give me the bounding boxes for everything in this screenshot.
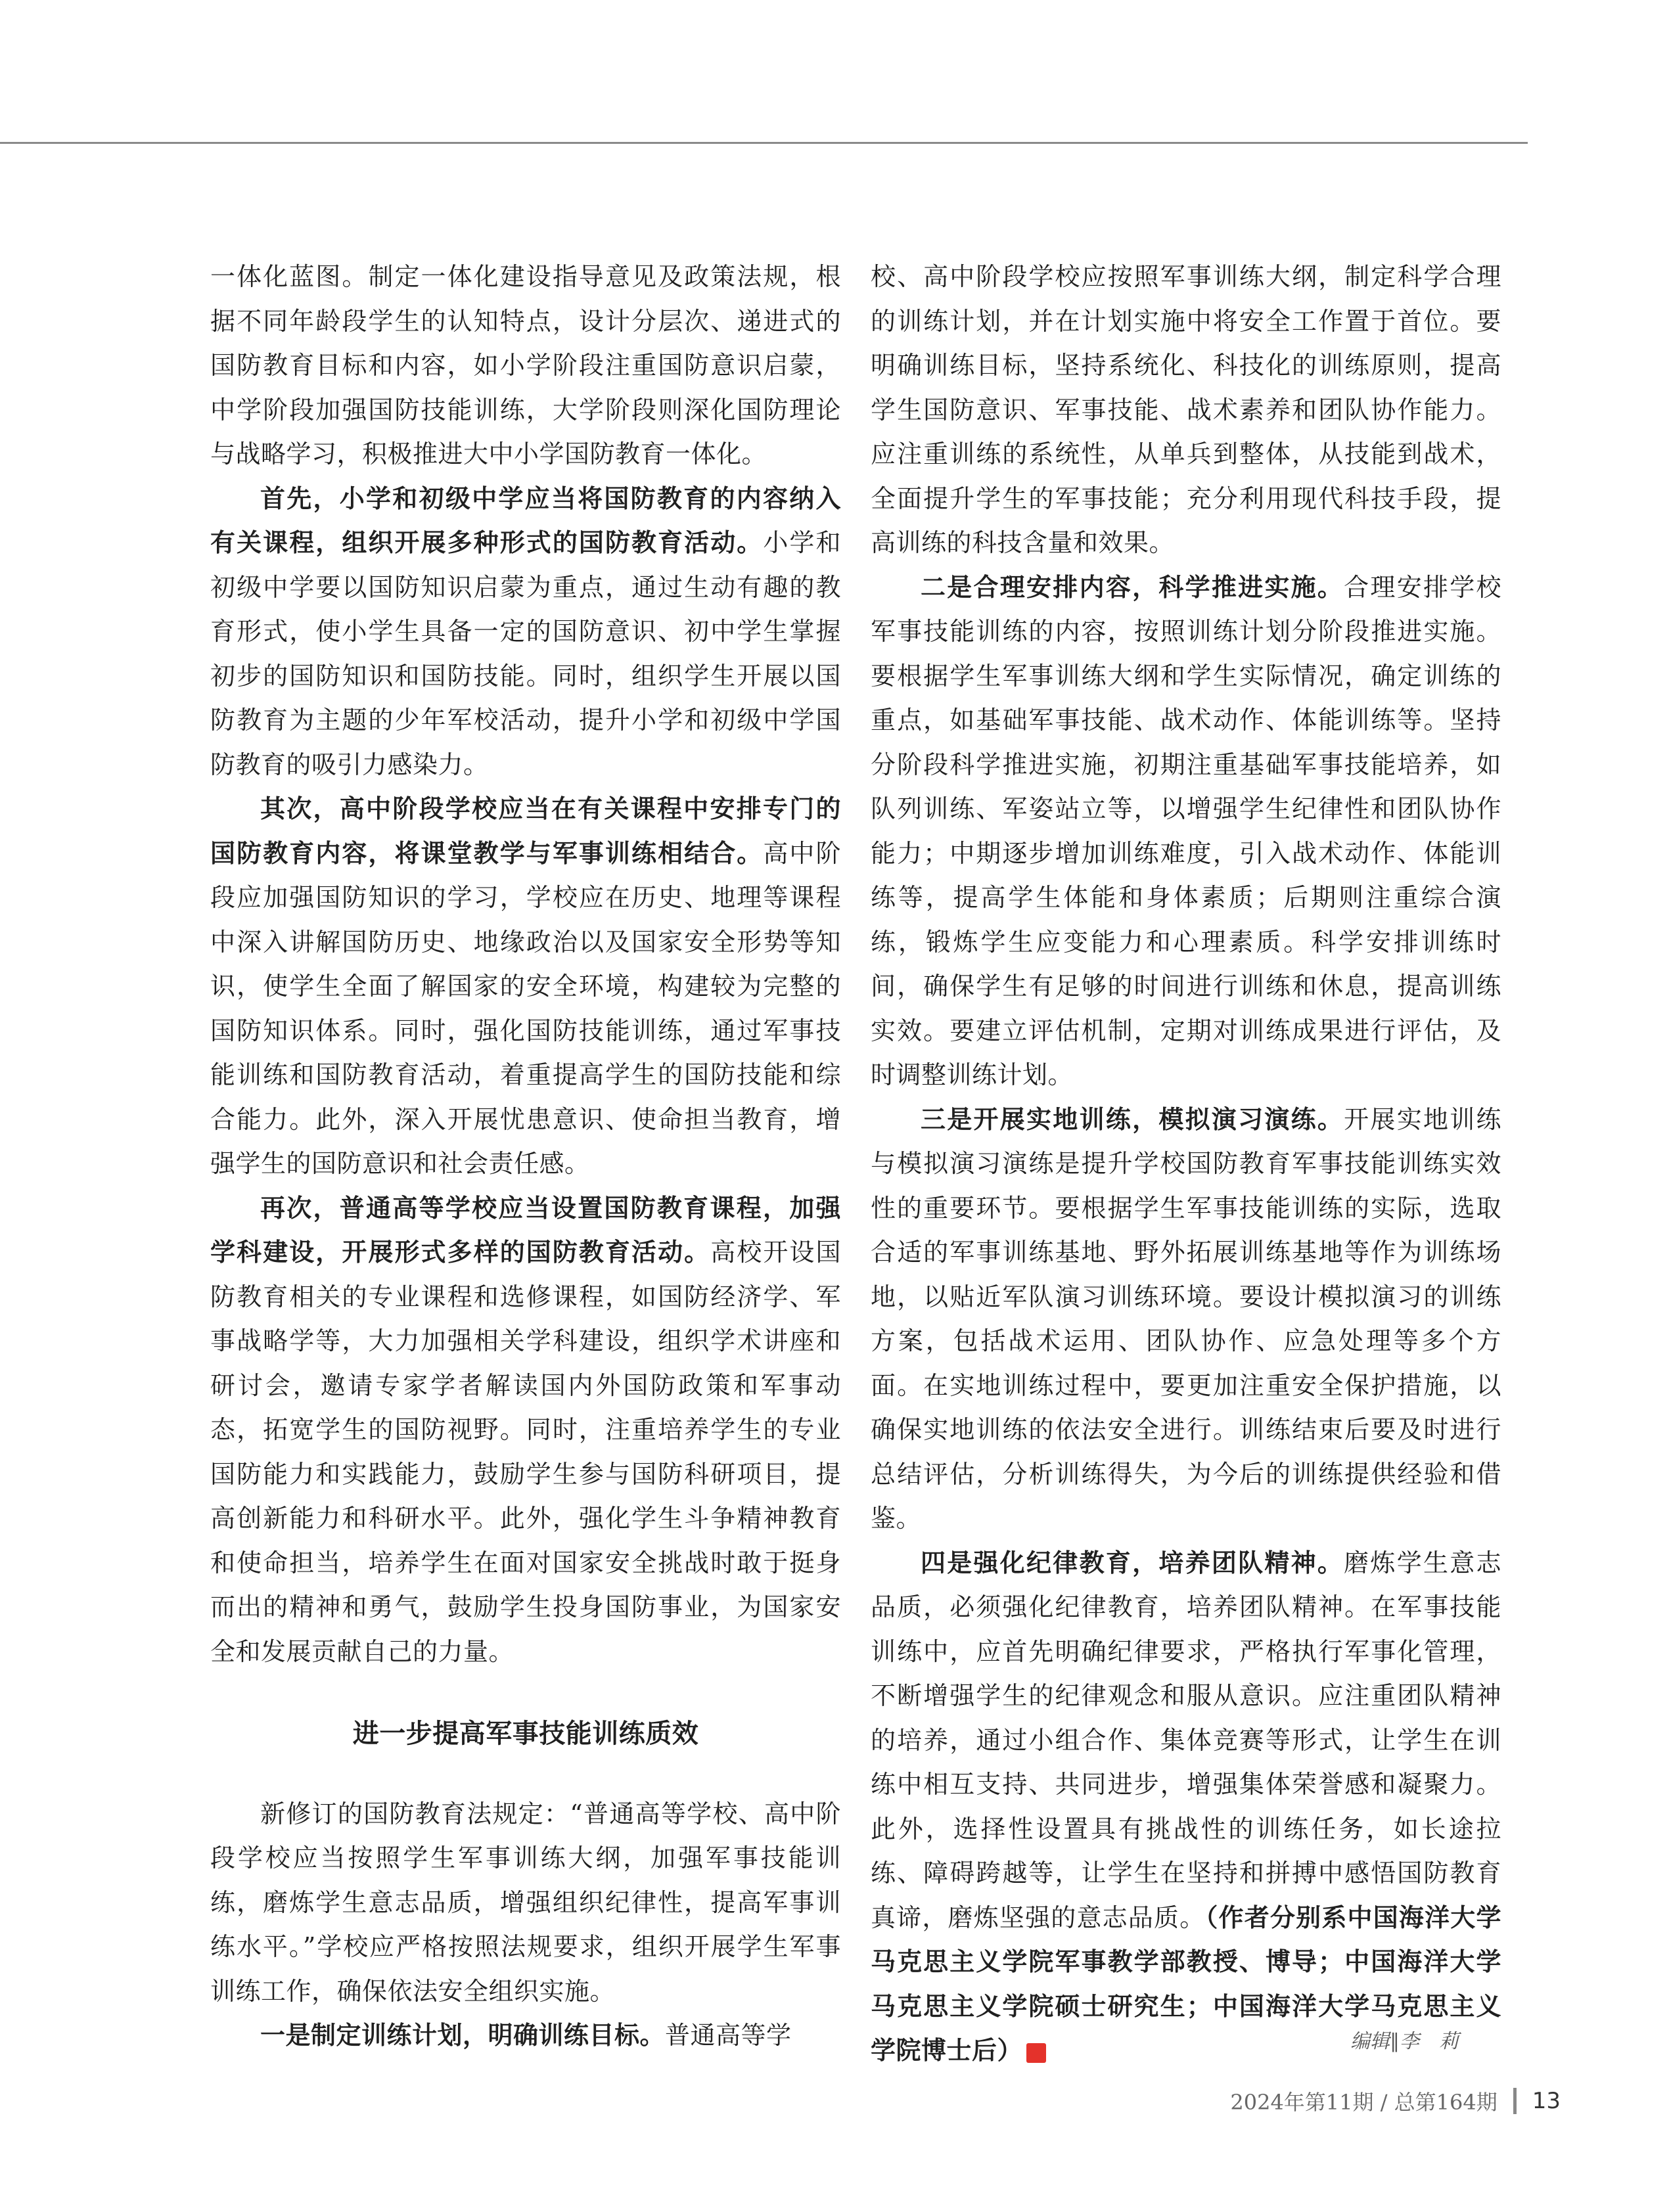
header-rule	[0, 142, 1528, 144]
footer-divider	[1513, 2088, 1517, 2114]
issue-info: 2024年第11期 / 总第164期	[1230, 2090, 1498, 2115]
paragraph-body: 开展实地训练与模拟演习演练是提升学校国防教育军事技能训练实效性的重要环节。要根据学生军事技能训练的实际，选取合适的军事训练基地、野外拓展训练基地等作为训练场地，以贴近军队演习训练环境。要设计模拟演习的训练方案，包括战术运用、团队协作、应急处理等多个方面。在实地训练过程中，要更加注重安全保护措施，以确保实地训练的依法安全进行。训练结束后要及时进行总结评估，分析训练得失，为今后的训练提供经验和借鉴。	[871, 1104, 1501, 1533]
page-footer	[1230, 2086, 1561, 2116]
paragraph	[871, 1098, 1501, 1541]
paragraph-body: 合理安排学校军事技能训练的内容，按照训练计划分阶段推进实施。要根据学生军事训练大纲和学生实际情况，确定训练的重点，如基础军事技能、战术动作、体能训练等。坚持分阶段科学推进实施，初期注重基础军事技能培养，如队列训练、军姿站立等，以增强学生纪律性和团队协作能力；中期逐步增加训练难度，引入战术动作、体能训练等，提高学生体能和身体素质；后期则注重综合演练，锻炼学生应变能力和心理素质。科学安排训练时间，确保学生有足够的时间进行训练和休息，提高训练实效。要建立评估机制，定期对训练成果进行评估，及时调整训练计划。	[871, 572, 1501, 1089]
paragraph-lead: 首先，小学和初级中学应当将国防教育的内容纳入有关课程，组织开展多种形式的国防教育活动。	[210, 484, 841, 557]
paragraph-body: 普通高等学	[665, 2021, 792, 2050]
paragraph-lead: 二是合理安排内容，科学推进实施。	[921, 572, 1344, 602]
paragraph: 校、高中阶段学校应按照军事训练大纲，制定科学合理的训练计划，并在计划实施中将安全工作置于首位。要明确训练目标，坚持系统化、科技化的训练原则，提高学生国防意识、军事技能、战术素养和团队协作能力。应注重训练的系统性，从单兵到整体，从技能到战术，全面提升学生的军事技能；充分利用现代科技手段，提高训练的科技含量和效果。	[871, 262, 1501, 557]
paragraph-body: 高中阶段应加强国防知识的学习，学校应在历史、地理等课程中深入讲解国防历史、地缘政治以及国家安全形势等知识，使学生全面了解国家的安全环境，构建较为完整的国防知识体系。同时，强化国防技能训练，通过军事技能训练和国防教育活动，着重提高学生的国防技能和综合能力。此外，深入开展忧患意识、使命担当教育，增强学生的国防意识和社会责任感。	[210, 838, 841, 1178]
paragraph-body: 高校开设国防教育相关的专业课程和选修课程，如国防经济学、军事战略学等，大力加强相关学科建设，组织学术讲座和研讨会，邀请专家学者解读国内外国防政策和军事动态，拓宽学生的国防视野。同时，注重培养学生的专业国防能力和实践能力，鼓励学生参与国防科研项目，提高创新能力和科研水平。此外，强化学生斗争精神教育和使命担当，培养学生在面对国家安全挑战时敢于挺身而出的精神和勇气，鼓励学生投身国防事业，为国家安全和发展贡献自己的力量。	[210, 1238, 841, 1666]
paragraph-lead: 再次，普通高等学校应当设置国防教育课程，加强学科建设，开展形式多样的国防教育活动。	[210, 1193, 841, 1267]
paragraph-body: 磨炼学生意志品质，必须强化纪律教育，培养团队精神。在军事技能训练中，应首先明确纪律要求，严格执行军事化管理，不断增强学生的纪律观念和服从意识。应注重团队精神的培养，通过小组合作、集体竞赛等形式，让学生在训练中相互支持、共同进步，增强集体荣誉感和凝聚力。此外，选择性设置具有挑战性的训练任务，如长途拉练、障碍跨越等，让学生在坚持和拼搏中感悟国防教育真谛，磨炼坚强的意志品质。	[871, 1548, 1501, 1932]
author-note: （作者分别系中国海洋大学马克思主义学院军事教学部教授、博导；中国海洋大学马克思主义学院硕士研究生；中国海洋大学马克思主义学院博士后）	[871, 1903, 1501, 2065]
paragraph-body: 小学和初级中学要以国防知识启蒙为重点，通过生动有趣的教育形式，使小学生具备一定的国防意识、初中学生掌握初步的国防知识和国防技能。同时，组织学生开展以国防教育为主题的少年军校活动，提升小学和初级中学国防教育的吸引力感染力。	[210, 528, 841, 779]
left-column	[210, 255, 841, 2058]
paragraph: 新修订的国防教育法规定：“普通高等学校、高中阶段学校应当按照学生军事训练大纲，加强军事技能训练，磨炼学生意志品质，增强组织纪律性，提高军事训练水平。”学校应严格按照法规要求，组织开展学生军事训练工作，确保依法安全组织实施。	[210, 1799, 841, 2006]
paragraph	[871, 1541, 1501, 2073]
paragraph-lead: 三是开展实地训练，模拟演习演练。	[921, 1104, 1344, 1134]
paragraph-lead: 四是强化纪律教育，培养团队精神。	[921, 1548, 1344, 1577]
paragraph	[210, 787, 841, 1186]
page-number: 13	[1532, 2088, 1561, 2114]
paragraph-lead: 一是制定训练计划，明确训练目标。	[260, 2021, 666, 2050]
paragraph	[210, 2014, 841, 2058]
paragraph: 一体化蓝图。制定一体化建设指导意见及政策法规，根据不同年龄段学生的认知特点，设计分层次、递进式的国防教育目标和内容，如小学阶段注重国防意识启蒙，中学阶段加强国防技能训练，大学阶段则深化国防理论与战略学习，积极推进大中小学国防教育一体化。	[210, 262, 841, 468]
paragraph	[210, 1186, 841, 1675]
editor-credit: 编辑∥李 莉	[1350, 2030, 1459, 2053]
paragraph	[210, 477, 841, 788]
section-heading: 进一步提高军事技能训练质效	[352, 1719, 699, 1749]
right-column	[871, 255, 1501, 2073]
end-mark-icon: G	[1026, 2043, 1046, 2063]
paragraph-lead: 其次，高中阶段学校应当在有关课程中安排专门的国防教育内容，将课堂教学与军事训练相结合。	[210, 794, 841, 868]
paragraph	[871, 566, 1501, 1098]
